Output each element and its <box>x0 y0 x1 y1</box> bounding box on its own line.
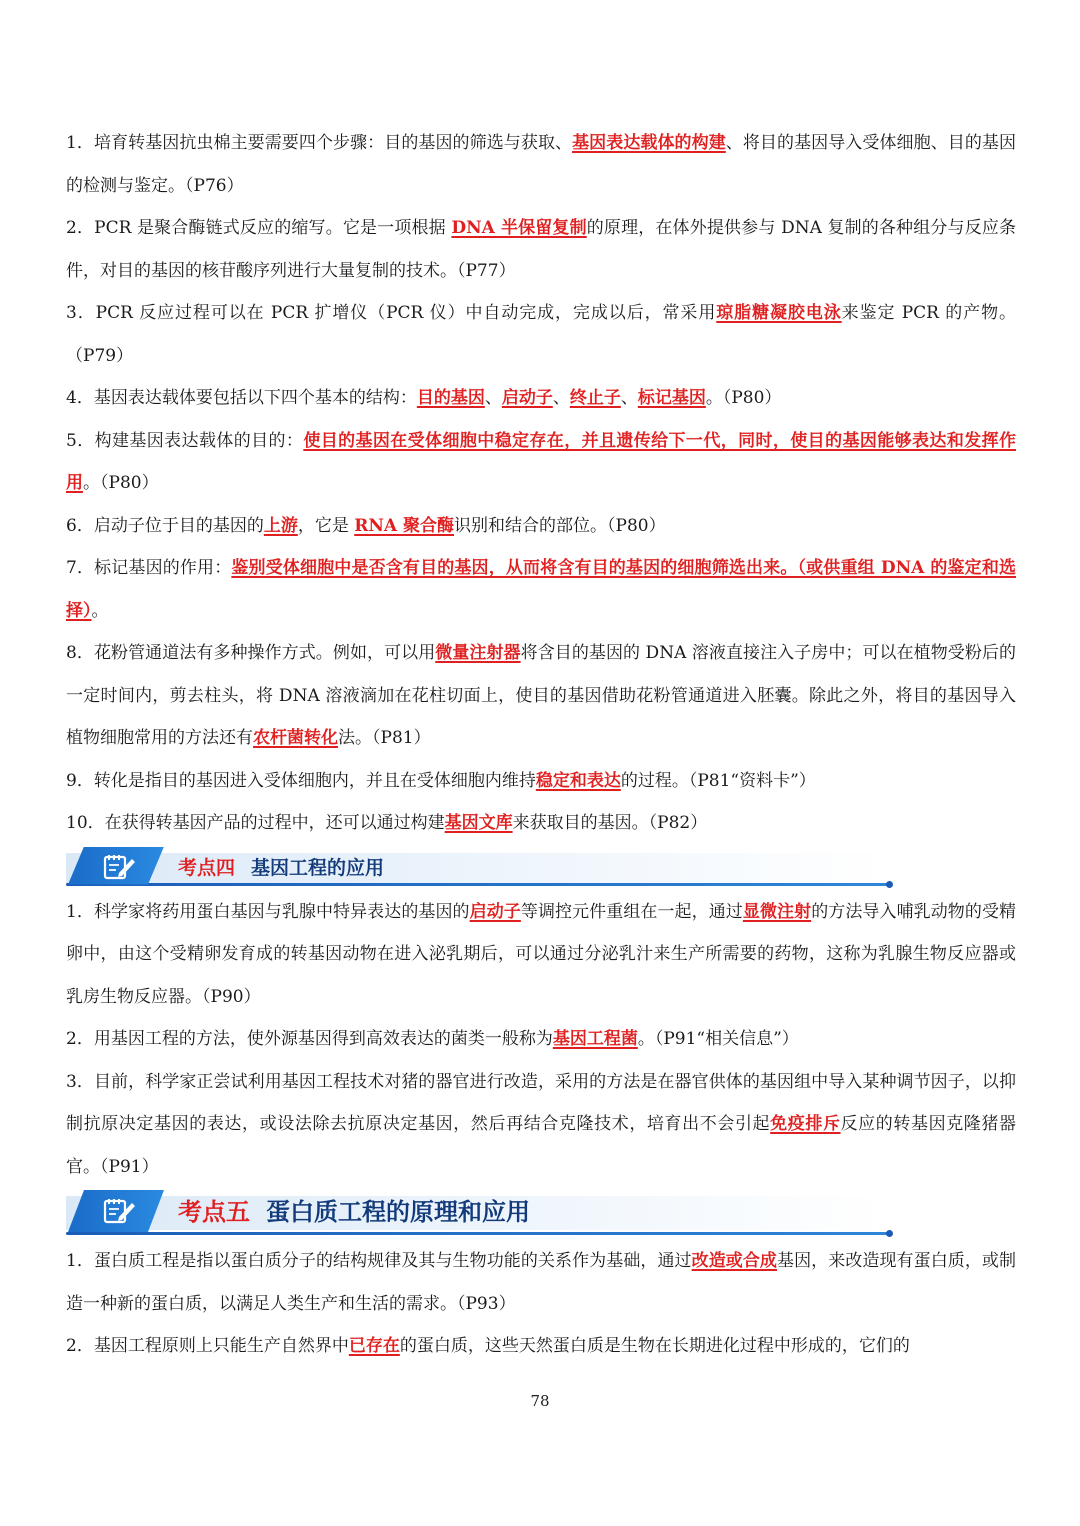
list-group-genetic-engineering-steps <box>66 122 1016 845</box>
answer-highlight: 标记基因 <box>637 388 706 408</box>
list-group-protein-engineering <box>66 1240 1016 1368</box>
notepad-pencil-icon <box>102 853 136 881</box>
list-group-applications <box>66 891 1016 1189</box>
answer-highlight: 启动子 <box>469 901 521 922</box>
section-title <box>178 1194 530 1230</box>
item-text: 3．PCR 反应过程可以在 PCR 扩增仪（PCR 仪）中自动完成，完成以后，常采用 <box>66 303 717 323</box>
item-text: 1．培育转基因抗虫棉主要需要四个步骤：目的基因的筛选与获取、 <box>66 133 573 153</box>
list-item <box>66 122 1016 207</box>
item-text: 的过程。（P81“资料卡”） <box>620 770 816 791</box>
list-item <box>66 1061 1016 1189</box>
item-text: 9．转化是指目的基因进入受体细胞内，并且在受体细胞内维持 <box>66 770 536 791</box>
item-text: 、 <box>484 388 502 408</box>
item-text: 1．蛋白质工程是指以蛋白质分子的结构规律及其与生物功能的关系作为基础，通过 <box>66 1251 692 1271</box>
answer-highlight: 启动子 <box>501 388 553 408</box>
item-text: 10．在获得转基因产品的过程中，还可以通过构建 <box>66 813 445 833</box>
item-text: 、将目的基因导入受体细胞、目的基因的检测与鉴定。（P76） <box>66 133 1016 196</box>
item-text: 。（P80） <box>83 473 159 493</box>
item-text: 6．启动子位于目的基因的 <box>66 515 264 536</box>
answer-highlight: 基因文库 <box>444 813 513 833</box>
item-text: 。（P80） <box>705 388 782 408</box>
item-text: 4．基因表达载体要包括以下四个基本的结构： <box>66 388 417 408</box>
item-text: 基因，来改造现有蛋白质，或制造一种新的蛋白质，以满足人类生产和生活的需求。（P93） <box>66 1251 1017 1314</box>
list-item <box>66 1018 1016 1061</box>
list-item <box>66 1325 1016 1368</box>
list-item <box>66 207 1016 292</box>
item-text: 。 <box>91 600 109 621</box>
section-icon-box <box>68 1190 164 1232</box>
item-text: 2．PCR 是聚合酶链式反应的缩写。它是一项根据 <box>66 218 452 238</box>
answer-highlight: 免疫排斥 <box>770 1114 841 1134</box>
item-text: 5．构建基因表达载体的目的： <box>66 430 304 451</box>
section-header-5 <box>66 1190 1016 1240</box>
item-text: 的蛋白质，这些天然蛋白质是生物在长期进化过程中形成的，它们的 <box>399 1336 910 1356</box>
list-item <box>66 802 1016 845</box>
item-text: 2．用基因工程的方法，使外源基因得到高效表达的菌类一般称为 <box>66 1029 553 1049</box>
section-name: 基因工程的应用 <box>251 856 385 879</box>
answer-highlight: 基因工程菌 <box>552 1029 638 1049</box>
section-underline-dot <box>886 881 893 888</box>
item-text: 将含目的基因的 DNA 溶液直接注入子房中；可以在植物受粉后的一定时间内，剪去柱头，将 DNA 溶液滴加在花柱切面上，使目的基因借助花粉管通道进入胚囊。除此之外，将目的基因导入植物细胞常用的方法还有 <box>66 643 1017 748</box>
item-text: 2．基因工程原则上只能生产自然界中 <box>66 1336 349 1356</box>
item-text: 反应的转基因克隆猪器官。（P91） <box>66 1114 1017 1177</box>
answer-highlight: 显微注射 <box>742 901 812 922</box>
item-text: 的原理，在体外提供参与 DNA 复制的各种组分与反应条件，对目的基因的核苷酸序列进行大量复制的技术。（P77） <box>66 218 1017 281</box>
answer-highlight: 琼脂糖凝胶电泳 <box>716 303 842 323</box>
item-text: 来鉴定 PCR 的产物。（P79） <box>66 303 1017 366</box>
answer-highlight: 目的基因 <box>416 388 485 408</box>
list-item <box>66 891 1016 1019</box>
section-icon-box <box>68 847 164 885</box>
item-text: 的方法导入哺乳动物的受精卵中，由这个受精卵发育成的转基因动物在进入泌乳期后，可以通过分泌乳汁来生产所需要的药物，这称为乳腺生物反应器或乳房生物反应器。（P90） <box>66 901 1017 1007</box>
item-text: 3．目前，科学家正尝试利用基因工程技术对猪的器官进行改造，采用的方法是在器官供体的基因组中导入某种调节因子，以抑制抗原决定基因的表达，或设法除去抗原决定基因，然后再结合克隆技术，培育出不会引起 <box>66 1071 1016 1134</box>
list-item <box>66 760 1016 803</box>
answer-highlight: 上游 <box>263 515 298 536</box>
answer-highlight: 农杆菌转化 <box>253 728 338 748</box>
item-text: 。（P91“相关信息”） <box>637 1029 799 1049</box>
list-item <box>66 505 1016 548</box>
section-header-4 <box>66 847 1016 891</box>
item-text: ，它是 <box>297 515 355 536</box>
list-item <box>66 632 1016 760</box>
section-number: 考点四 <box>178 856 236 879</box>
item-text: 、 <box>552 388 570 408</box>
section-number: 考点五 <box>178 1198 250 1226</box>
list-item <box>66 1240 1016 1325</box>
list-item <box>66 292 1016 377</box>
answer-highlight: 鉴别受体细胞中是否含有目的基因，从而将含有目的基因的细胞筛选出来。（或供重组 DNA 的鉴定和选择） <box>66 558 1016 621</box>
list-item <box>66 420 1016 505</box>
list-item <box>66 377 1016 420</box>
item-text: 7．标记基因的作用： <box>66 558 232 578</box>
list-item <box>66 547 1016 632</box>
section-name: 蛋白质工程的原理和应用 <box>266 1198 530 1226</box>
item-text: 来获取目的基因。（P82） <box>512 813 708 833</box>
item-text: 、 <box>620 388 638 408</box>
answer-highlight: RNA 聚合酶 <box>354 515 455 536</box>
section-underline-dot <box>886 1230 893 1237</box>
answer-highlight: 终止子 <box>569 388 621 408</box>
answer-highlight: DNA 半保留复制 <box>451 218 587 238</box>
answer-highlight: 微量注射器 <box>435 643 521 663</box>
page-number: 78 <box>530 1392 550 1410</box>
notepad-pencil-icon <box>102 1197 136 1225</box>
section-underline <box>66 883 892 886</box>
item-text: 等调控元件重组在一起，通过 <box>520 901 743 922</box>
item-text: 法。（P81） <box>338 728 431 748</box>
answer-highlight: 已存在 <box>348 1336 400 1356</box>
item-text: 1．科学家将药用蛋白基因与乳腺中特异表达的基因的 <box>66 901 470 922</box>
item-text: 8．花粉管通道法有多种操作方式。例如，可以用 <box>66 643 436 663</box>
section-title <box>178 853 384 883</box>
answer-highlight: 基因表达载体的构建 <box>572 133 726 153</box>
answer-highlight: 稳定和表达 <box>535 770 621 791</box>
answer-highlight: 改造或合成 <box>691 1251 778 1271</box>
page-content <box>66 122 1016 1368</box>
item-text: 识别和结合的部位。（P80） <box>454 515 666 536</box>
section-underline <box>66 1232 892 1235</box>
answer-highlight: 使目的基因在受体细胞中稳定存在，并且遗传给下一代，同时，使目的基因能够表达和发挥作用 <box>66 430 1016 493</box>
